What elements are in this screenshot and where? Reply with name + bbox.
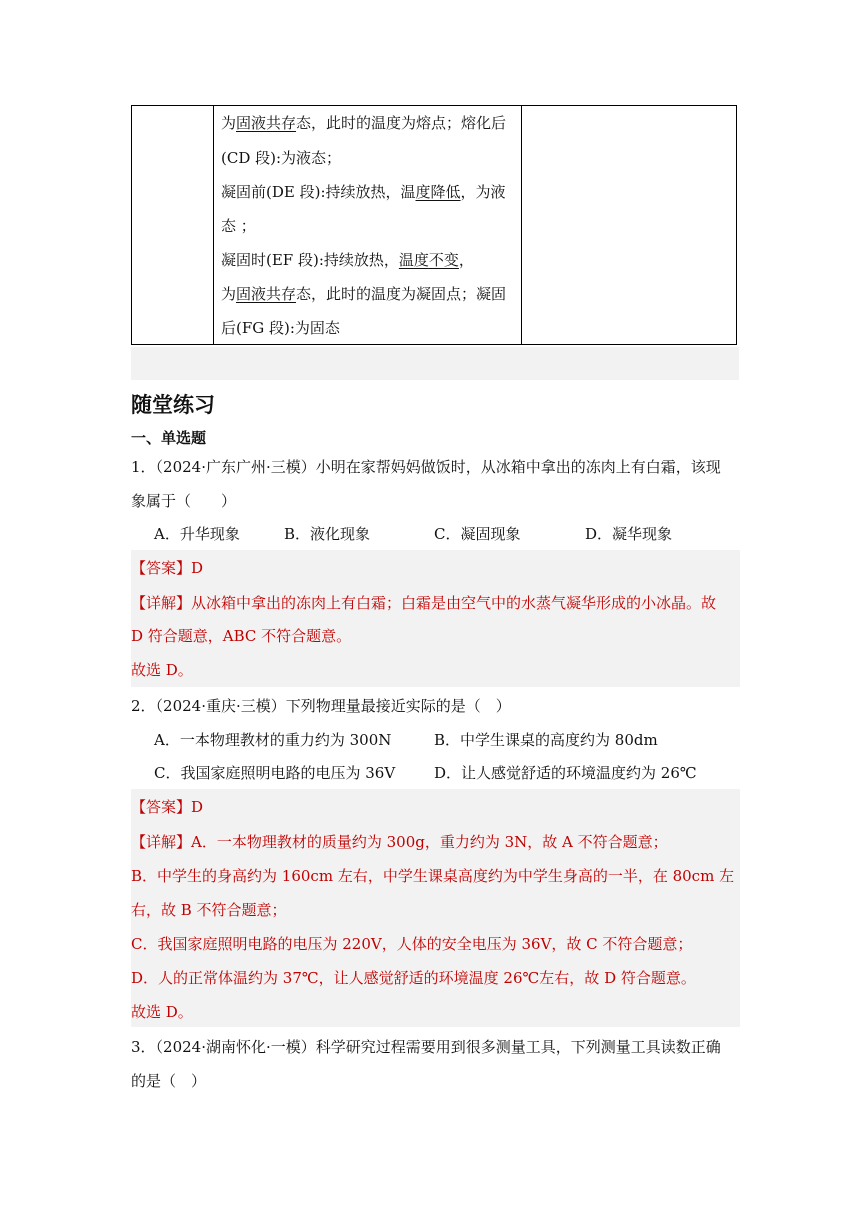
table-divider [521,106,522,344]
question-2-text: 2．（2024·重庆·三模）下列物理量最接近实际的是（ ） [131,697,511,715]
detail-1: 【详解】从冰箱中拿出的冻肉上有白霜；白霜是由空气中的水蒸气凝华形成的小冰晶。故 [131,594,717,612]
detail-2: D．人的正常体温约为 37℃，让人感觉舒适的环境温度 26℃左右，故 D 符合题意。 [131,969,696,987]
table-line: 后(FG 段):为固态 [221,319,340,337]
detail-2: 【详解】A．一本物理教材的质量约为 300g，重力约为 3N，故 A 不符合题意； [131,833,668,851]
answer-1: 【答案】D [131,559,204,577]
question-3-text: 3．（2024·湖南怀化·一模）科学研究过程需要用到很多测量工具，下列测量工具读数正确 [131,1038,721,1056]
table-line: 为固液共存态，此时的温度为熔点；熔化后 [221,114,507,132]
table-line: (CD 段):为液态； [221,149,342,167]
detail-2: C．我国家庭照明电路的电压为 220V，人体的安全电压为 36V，故 C 不符合题意； [131,935,693,953]
option-b: B．中学生课桌的高度约为 80dm [434,731,658,749]
answer-box-1 [131,550,740,687]
option-d: D．让人感觉舒适的环境温度约为 26℃ [434,764,697,782]
conclusion-1: 故选 D。 [131,661,193,679]
question-1-text: 1．（2024·广东广州·三模）小明在家帮妈妈做饭时，从冰箱中拿出的冻肉上有白霜，该现 [131,458,721,476]
table-footer-band [131,347,739,380]
table-divider [213,106,214,344]
detail-2: B．中学生的身高约为 160cm 左右，中学生课桌高度约为中学生身高的一半，在 80cm 左 [131,867,735,885]
option-c: C．凝固现象 [434,525,521,543]
detail-2: 右，故 B 不符合题意； [131,901,287,919]
table-line: 凝固前(DE 段):持续放热，温度降低，为液 [221,183,506,201]
option-b: B．液化现象 [284,525,371,543]
table-line: 为固液共存态，此时的温度为凝固点；凝固 [221,285,507,303]
option-c: C．我国家庭照明电路的电压为 36V [154,764,396,782]
option-a: A．一本物理教材的重力约为 300N [154,731,392,749]
question-1-text: 象属于（ ） [131,492,237,510]
detail-1: D 符合题意，ABC 不符合题意。 [131,627,352,645]
section-subtitle: 一、单选题 [131,429,207,447]
answer-2: 【答案】D [131,798,204,816]
table-line: 凝固时(EF 段):持续放热，温度不变， [221,251,474,269]
table-line: 态 ； [221,217,256,235]
option-a: A．升华现象 [154,525,240,543]
conclusion-2: 故选 D。 [131,1003,193,1021]
question-3-text: 的是（ ） [131,1072,207,1090]
option-d: D．凝华现象 [585,525,673,543]
section-title: 随堂练习 [131,393,215,417]
